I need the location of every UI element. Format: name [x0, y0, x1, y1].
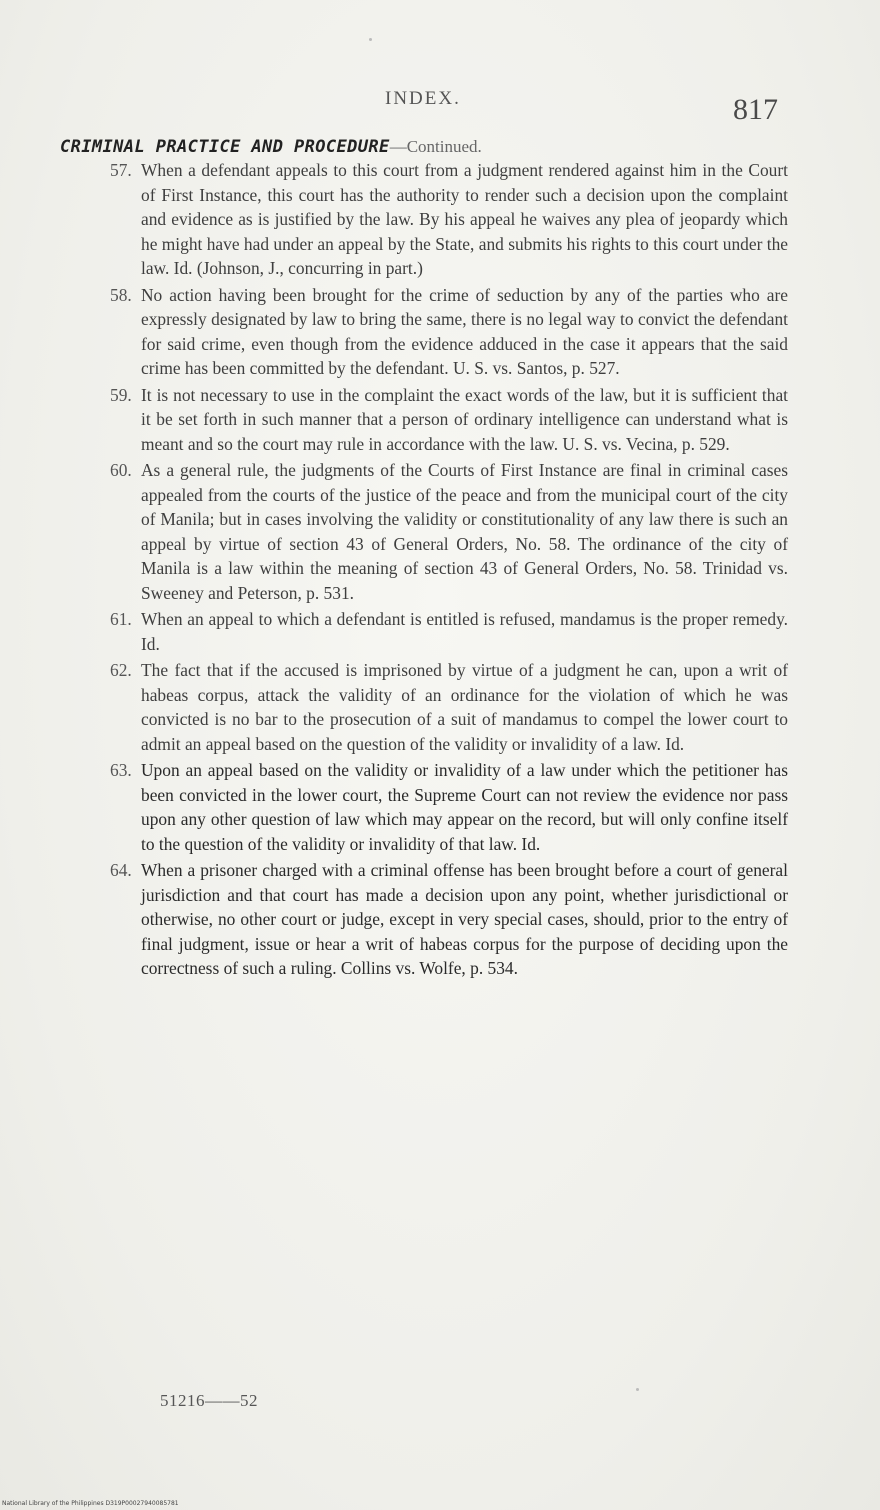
- entry-text: It is not necessary to use in the complaint the exact words of the law, but it is sufficient that it be set forth in such manner that a person of ordinary intelligence can understand what is meant and so the court may rule in accordance with the law. U. S. vs. Vecina, p. 529.: [141, 384, 788, 454]
- page-number: 817: [733, 93, 778, 126]
- section-heading: [60, 136, 482, 157]
- index-entry-63: [112, 758, 788, 856]
- entry-text: Upon an appeal based on the validity or invalidity of a law under which the petitioner has been convicted in the lower court, the Supreme Court can not review the evidence nor pass upon any other question of law which may appear on the record, but will only confine itself to the question of the validity or invalidity of that law. Id.: [141, 760, 788, 854]
- entry-number: 62.: [110, 660, 132, 680]
- entry-number: 58.: [110, 284, 132, 305]
- entry-number: 57.: [110, 160, 132, 180]
- index-entry-58: [112, 283, 788, 381]
- entry-text: The fact that if the accused is imprisoned by virtue of a judgment he can, upon a writ of habeas corpus, attack the validity of an ordinance for the violation of which he was convicted is no bar to the prosecution of a suit of mandamus to compel the lower court to admit an appeal based on the question of the validity or invalidity of a law. Id.: [141, 660, 788, 754]
- entry-number: 63.: [110, 760, 132, 780]
- index-entry-61: [112, 607, 788, 656]
- entry-number: 61.: [110, 609, 132, 629]
- entry-text: When a prisoner charged with a criminal offense has been brought before a court of general jurisdiction and that court has made a decision upon any point, whether jurisdictional or otherwise, no other court or judge, except in very special cases, should, prior to the entry of final judgment, issue or hear a writ of habeas corpus for the purpose of deciding upon the correctness of such a ruling. Collins vs. Wolfe, p. 534.: [141, 860, 788, 978]
- entry-number: 64.: [110, 860, 132, 880]
- entry-number: 60.: [110, 460, 132, 480]
- signature-mark: 51216——52: [160, 1391, 258, 1410]
- index-entry-57: [112, 158, 788, 281]
- entry-text: When a defendant appeals to this court from a judgment rendered against him in the Court of First Instance, this court has the authority to render such a decision upon the complaint and evidence as is justified by the law. By his appeal he waives any plea of jeopardy which he might have had under an appeal by the State, and submits his rights to this court under the law. Id. (Johnson, J., concurring in part.): [141, 160, 788, 278]
- entry-number: 59.: [110, 384, 132, 405]
- entry-text: As a general rule, the judgments of the Courts of First Instance are final in criminal cases appealed from the courts of the justice of the peace and from the municipal court of the city of Manila; but in cases involving the validity or constitutionality of any law there is such an appeal by virtue of section 43 of General Orders, No. 58. The ordinance of the city of Manila is a law within the meaning of section 43 of General Orders, No. 58. Trinidad vs. Sweeney and Peterson, p. 531.: [141, 460, 788, 603]
- running-head: INDEX.: [385, 88, 461, 109]
- index-entries: [112, 158, 788, 983]
- index-entry-60: [112, 458, 788, 605]
- section-title: CRIMINAL PRACTICE AND PROCEDURE: [60, 137, 390, 157]
- index-entry-62: [112, 658, 788, 756]
- section-continued: —Continued.: [389, 137, 482, 156]
- index-entry-64: [112, 858, 788, 981]
- dust-speck: [369, 38, 372, 41]
- entry-text: No action having been brought for the crime of seduction by any of the parties who are expressly designated by law to bring the same, there is no legal way to convict the defendant for said crime, even though from the evidence adduced in the case it appears that the said crime has been committed by the defendant. U. S. vs. Santos, p. 527.: [141, 284, 788, 378]
- dust-speck: [636, 1388, 639, 1391]
- index-entry-59: [112, 383, 788, 457]
- digitization-imprint: National Library of the Philippines D319P00027940085781: [2, 1500, 179, 1507]
- entry-text: When an appeal to which a defendant is entitled is refused, mandamus is the proper remedy. Id.: [141, 609, 788, 654]
